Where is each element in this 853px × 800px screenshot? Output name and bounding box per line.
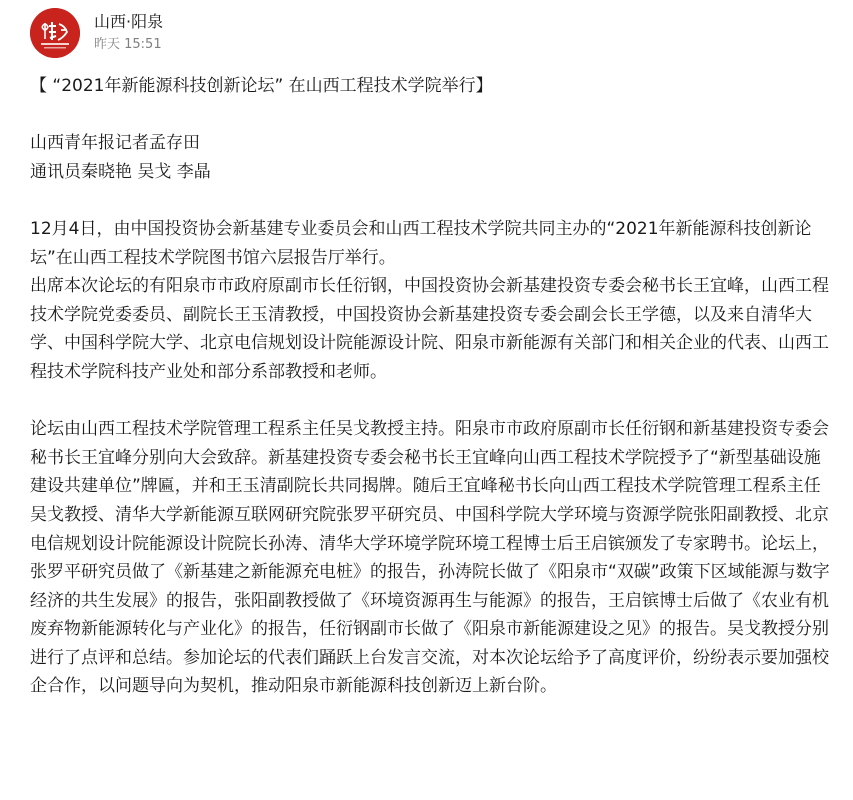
paragraph-intro: 12月4日，由中国投资协会新基建专业委员会和山西工程技术学院共同主办的“2021年新能源科技创新论坛”在山西工程技术学院图书馆六层报告厅举行。 (30, 218, 812, 268)
post-header (30, 8, 163, 58)
post-timestamp: 昨天 15:51 (94, 37, 162, 52)
spacer (30, 101, 830, 130)
byline-reporter: 山西青年报记者孟存田 (30, 133, 200, 154)
post-content (30, 72, 830, 701)
paragraph-proceedings: 论坛由山西工程技术学院管理工程系主任吴戈教授主持。阳泉市市政府原副市长任衍钢和新基建投资专委会秘书长王宜峰分别向大会致辞。新基建投资专委会秘书长王宜峰向山西工程技术学院授予了“新型基础设施建设共建单位”牌匾，并和王玉清副院长共同揭牌。随后王宜峰秘书长向山西工程技术学院管理工程系主任吴戈教授、清华大学新能源互联网研究院张罗平研究员、中国科学院大学环境与资源学院张阳副教授、北京电信规划设计院能源设计院院长孙涛、清华大学环境学院环境工程博士后王启镔颁发了专家聘书。论坛上，张罗平研究员做了《新基建之新能源充电桩》的报告，孙涛院长做了《阳泉市“双碳”政策下区域能源与数字经济的共生发展》的报告，张阳副教授做了《环境资源再生与能源》的报告，王启镔博士后做了《农业有机废弃物新能源转化与产业化》的报告，任衍钢副市长做了《阳泉市新能源建设之见》的报告。吴戈教授分别进行了点评和总结。参加论坛的代表们踊跃上台发言交流，对本次论坛给予了高度评价，纷纷表示要加强校企合作，以问题导向为契机，推动阳泉市新能源科技创新迈上新台阶。 (30, 419, 830, 697)
avatar[interactable] (30, 8, 80, 58)
author-name[interactable]: 山西·阳泉 (94, 12, 164, 31)
spacer (30, 186, 830, 215)
post-meta (94, 12, 163, 54)
post-title: 【 “2021年新能源科技创新论坛” 在山西工程技术学院举行】 (30, 76, 493, 96)
byline-correspondents: 通讯员秦晓艳 吴戈 李晶 (30, 161, 211, 182)
spacer (30, 387, 830, 416)
paragraph-attendees: 出席本次论坛的有阳泉市市政府原副市长任衍钢，中国投资协会新基建投资专委会秘书长王宜峰，山西工程技术学院党委委员、副院长王玉清教授，中国投资协会新基建投资专委会副会长王学德，以及来自清华大学、中国科学院大学、北京电信规划设计院能源设计院、阳泉市新能源有关部门和相关企业的代表、山西工程技术学院科技产业处和部分系部教授和老师。 (30, 276, 829, 382)
newspaper-logo-icon (30, 8, 80, 58)
